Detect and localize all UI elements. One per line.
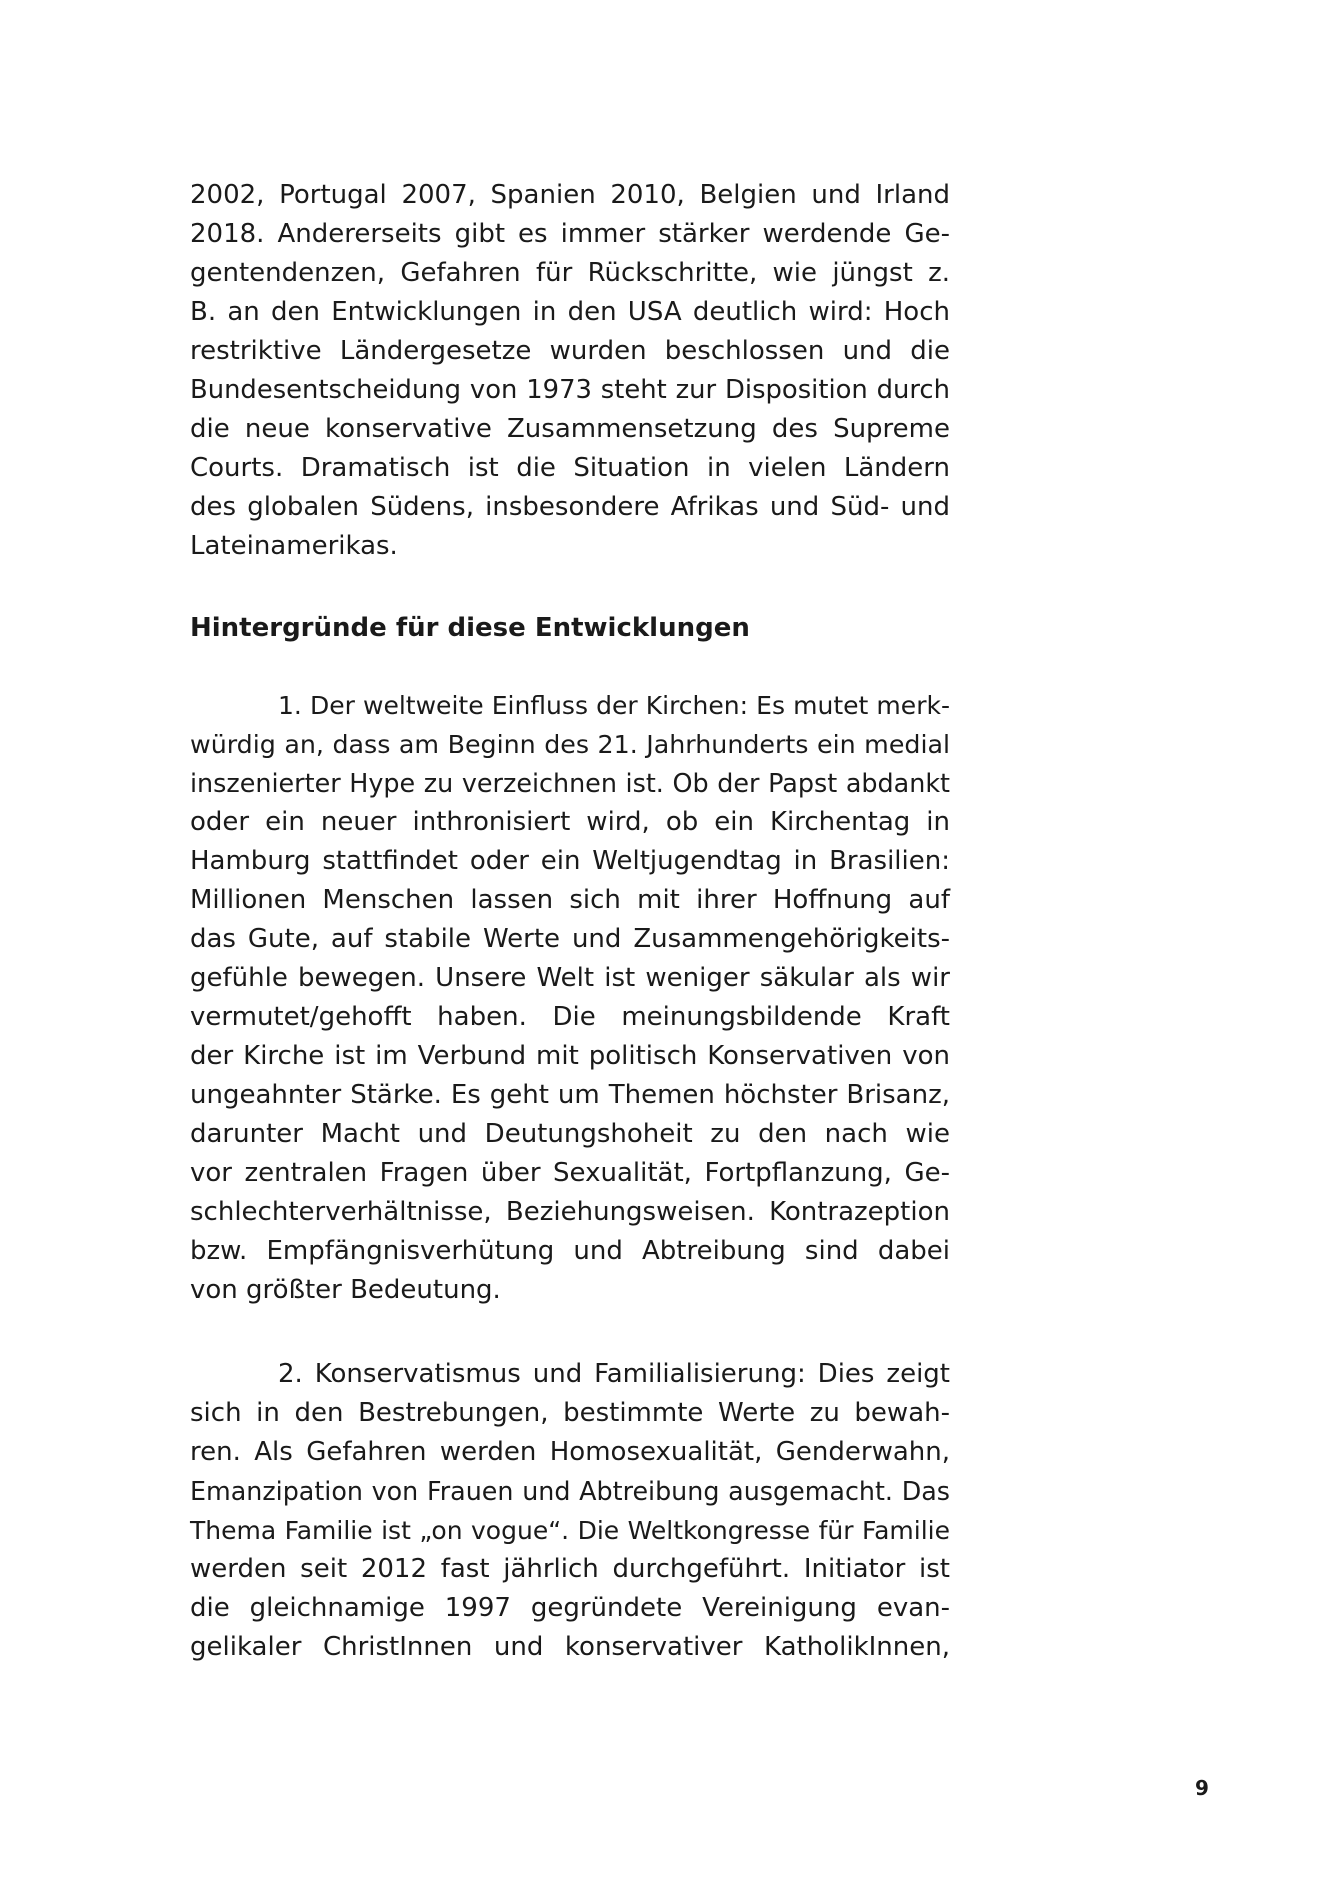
text-line: darunter Macht und Deutungshoheit zu den nach wie [190,1119,950,1149]
text-line: restriktive Ländergesetze wurden beschlossen und die [190,336,950,366]
text-line: inszenierter Hype zu verzeichnen ist. Ob der Papst abdankt [190,768,950,798]
text-line: werden seit 2012 fast jährlich durchgeführt. Initiator ist [190,1554,950,1584]
text-line: das Gute, auf stabile Werte und Zusammengehörigkeits- [190,924,950,954]
text-line: ungeahnter Stärke. Es geht um Themen höchster Brisanz, [190,1080,950,1110]
text-line: Bundesentscheidung von 1973 steht zur Disposition durch [190,375,950,405]
text-line: vermutet/gehofft haben. Die meinungsbildende Kraft [190,1002,950,1032]
text-line: der Kirche ist im Verbund mit politisch Konservativen von [190,1041,950,1071]
text-line: die neue konservative Zusammensetzung des Supreme [190,414,950,444]
text-line: oder ein neuer inthronisiert wird, ob ein Kirchentag in [190,807,950,837]
paragraph-intro [190,176,950,566]
text-line: des globalen Südens, insbesondere Afrikas und Süd- und [190,492,950,522]
paragraph-conservatism [190,1355,950,1667]
text-line: Hamburg stattfindet oder ein Weltjugendtag in Brasilien: [190,846,950,876]
text-line: gentendenzen, Gefahren für Rückschritte, wie jüngst z. [190,258,950,288]
text-line: von größter Bedeutung. [190,1275,501,1305]
text-line: Emanzipation von Frauen und Abtreibung ausgemacht. Das [190,1476,950,1506]
text-line: 2. Konservatismus und Familialisierung: Dies zeigt [278,1359,950,1389]
text-line: gelikaler ChristInnen und konservativer KatholikInnen, [190,1632,950,1662]
text-line: sich in den Bestrebungen, bestimmte Werte zu bewah- [190,1398,950,1428]
text-line: 2018. Andererseits gibt es immer stärker werdende Ge- [190,219,950,249]
text-line: ren. Als Gefahren werden Homosexualität, Genderwahn, [190,1437,950,1467]
text-line: B. an den Entwicklungen in den USA deutlich wird: Hoch [190,297,950,327]
text-line: vor zentralen Fragen über Sexualität, Fortpflanzung, Ge- [190,1158,950,1188]
text-line: Thema Familie ist „on vogue“. Die Weltkongresse für Familie [190,1516,950,1545]
page-number: 9 [1195,1776,1209,1800]
paragraph-churches [190,686,950,1310]
text-line: schlechterverhältnisse, Beziehungsweisen. Kontrazeption [190,1197,950,1227]
text-line: Courts. Dramatisch ist die Situation in vielen Ländern [190,453,950,483]
section-heading: Hintergründe für diese Entwicklungen [190,613,750,643]
text-line: Lateinamerikas. [190,531,398,561]
text-line: 2002, Portugal 2007, Spanien 2010, Belgien und Irland [190,180,950,210]
text-line: 1. Der weltweite Einfluss der Kirchen: Es mutet merk- [278,691,950,720]
text-line: die gleichnamige 1997 gegründete Vereinigung evan- [190,1593,950,1623]
text-line: Millionen Menschen lassen sich mit ihrer Hoffnung auf [190,885,950,915]
text-line: gefühle bewegen. Unsere Welt ist weniger säkular als wir [190,963,950,993]
text-line: bzw. Empfängnisverhütung und Abtreibung sind dabei [190,1236,950,1266]
text-line: würdig an, dass am Beginn des 21. Jahrhunderts ein medial [190,730,950,759]
